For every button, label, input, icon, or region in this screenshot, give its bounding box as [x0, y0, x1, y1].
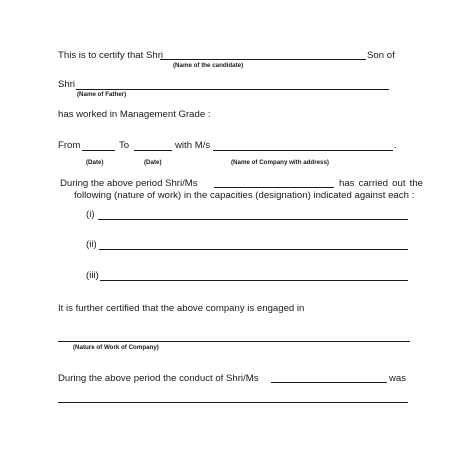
item-iii-label: (iii)	[86, 270, 99, 281]
to-date-line	[134, 150, 172, 151]
certify-text: This is to certify that Shri	[58, 50, 164, 61]
item-ii-line	[99, 249, 408, 250]
employee-name-line	[214, 187, 334, 188]
from-date-caption: (Date)	[86, 159, 104, 166]
from-date-line	[82, 150, 115, 151]
item-iii-line	[100, 280, 408, 281]
son-of-text: Son of	[367, 50, 395, 61]
father-name-caption: (Name of Father)	[77, 91, 127, 98]
company-address-caption: (Name of Company with address)	[231, 159, 329, 166]
was-text: was	[389, 373, 407, 384]
to-label: To	[119, 140, 130, 151]
management-grade-text: has worked in Management Grade :	[58, 109, 211, 120]
item-i-label: (i)	[86, 209, 95, 220]
item-i-line	[98, 219, 408, 220]
period-mark: .	[394, 140, 397, 151]
company-work-line	[58, 341, 410, 342]
to-date-caption: (Date)	[144, 159, 162, 166]
company-work-caption: (Nature of Work of Company)	[73, 344, 159, 351]
conduct-text: During the above period the conduct of Shri/Ms	[58, 373, 259, 384]
conduct-name-line	[271, 382, 387, 383]
with-ms-label: with M/s	[175, 140, 211, 151]
item-ii-label: (ii)	[86, 239, 97, 250]
company-address-line	[213, 150, 393, 151]
further-certified-text: It is further certified that the above company is engaged in	[58, 303, 305, 314]
candidate-name-line	[160, 59, 366, 60]
during-period-text: During the above period Shri/Ms	[60, 178, 198, 189]
shri-text: Shri	[58, 79, 76, 90]
candidate-name-caption: (Name of the candidate)	[173, 62, 244, 69]
conduct-description-line	[58, 402, 408, 403]
following-nature-text: following (nature of work) in the capacities (designation) indicated against each :	[74, 190, 415, 201]
father-name-line	[76, 89, 389, 90]
from-label: From	[58, 140, 81, 151]
has-carried-out-text: has carried out the	[339, 178, 423, 189]
